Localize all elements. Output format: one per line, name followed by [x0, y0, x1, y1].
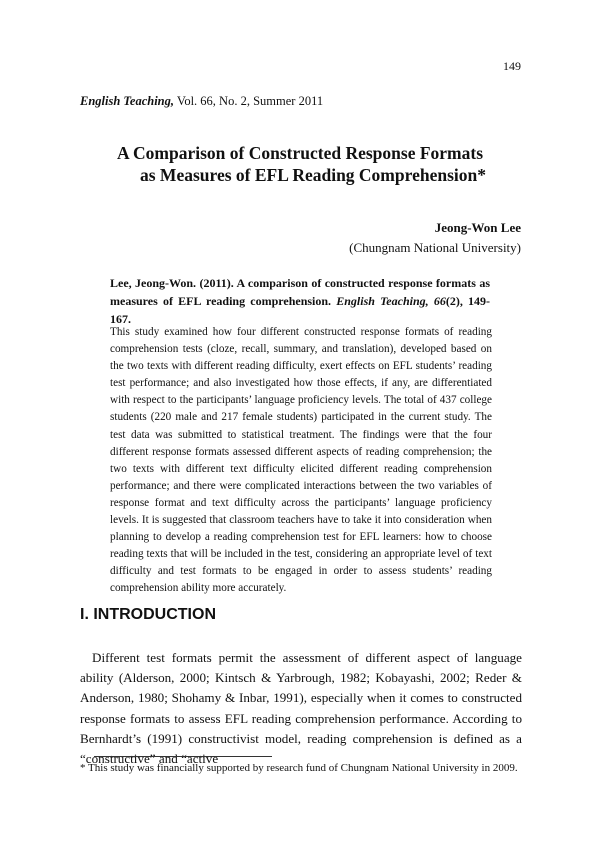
author-block [349, 218, 521, 258]
paper-title [0, 142, 600, 186]
introduction-paragraph [80, 648, 522, 769]
author-name: Jeong-Won Lee [434, 220, 521, 235]
title-line-2: as Measures of EFL Reading Comprehension* [140, 165, 486, 185]
footnote-divider [94, 756, 272, 757]
journal-details: Vol. 66, No. 2, Summer 2011 [174, 94, 324, 108]
abstract: This study examined how four different constructed response formats of reading comprehension tests (cloze, recall, summary, and translation), developed based on the two texts with different reading difficulty, exert effects on EFL students’ reading test performance; and also investigated how those effects, if any, are differentiated with respect to the participants’ language proficiency levels. The total of 437 college students (220 male and 217 female students) participated in the current study. The test data was submitted to statistical treatment. The findings were that the four different response formats assessed different aspects of reading comprehension; the two texts with different text difficulty elicited different reading comprehension performance; and there were complicated interactions between the two variables of response format and text difficulty across the participants’ language proficiency levels. It is suggested that classroom teachers have to take it into consideration when planning to develop a reading comprehension test for EFL learners: how to choose reading texts that will be included in the test, considering an appropriate level of text difficulty and test formats to be engaged in order to assess students’ reading comprehension ability more accurately. [110, 326, 492, 595]
citation-text: Lee, Jeong-Won. (2011). A comparison of constructed response formats as measures of EFL reading comprehension. [110, 276, 490, 308]
introduction-text: Different test formats permit the assessment of different aspect of language ability (Alderson, 2000; Kintsch & Yarbrough, 1982; Kobayashi, 2002; Reder & Anderson, 1980; Shohamy & Inbar, 1991), especially when it comes to constructed response formats to assess EFL reading comprehension performance. According to Bernhardt’s (1991) constructivist model, reading comprehension is defined as a “constructive” and “active [80, 650, 522, 767]
journal-name: English Teaching, [80, 94, 175, 108]
citation [110, 274, 490, 328]
section-heading: I. INTRODUCTION [80, 606, 216, 623]
author-affiliation: (Chungnam National University) [349, 240, 521, 255]
footnote: * This study was financially supported by research fund of Chungnam National University in 2009. [80, 762, 518, 774]
title-line-1: A Comparison of Constructed Response Formats [116, 143, 484, 163]
journal-header [80, 94, 323, 109]
page-number: 149 [503, 59, 521, 73]
citation-journal: English Teaching, 66 [336, 294, 446, 308]
citation-pages: (2), 149-167. [110, 294, 490, 326]
